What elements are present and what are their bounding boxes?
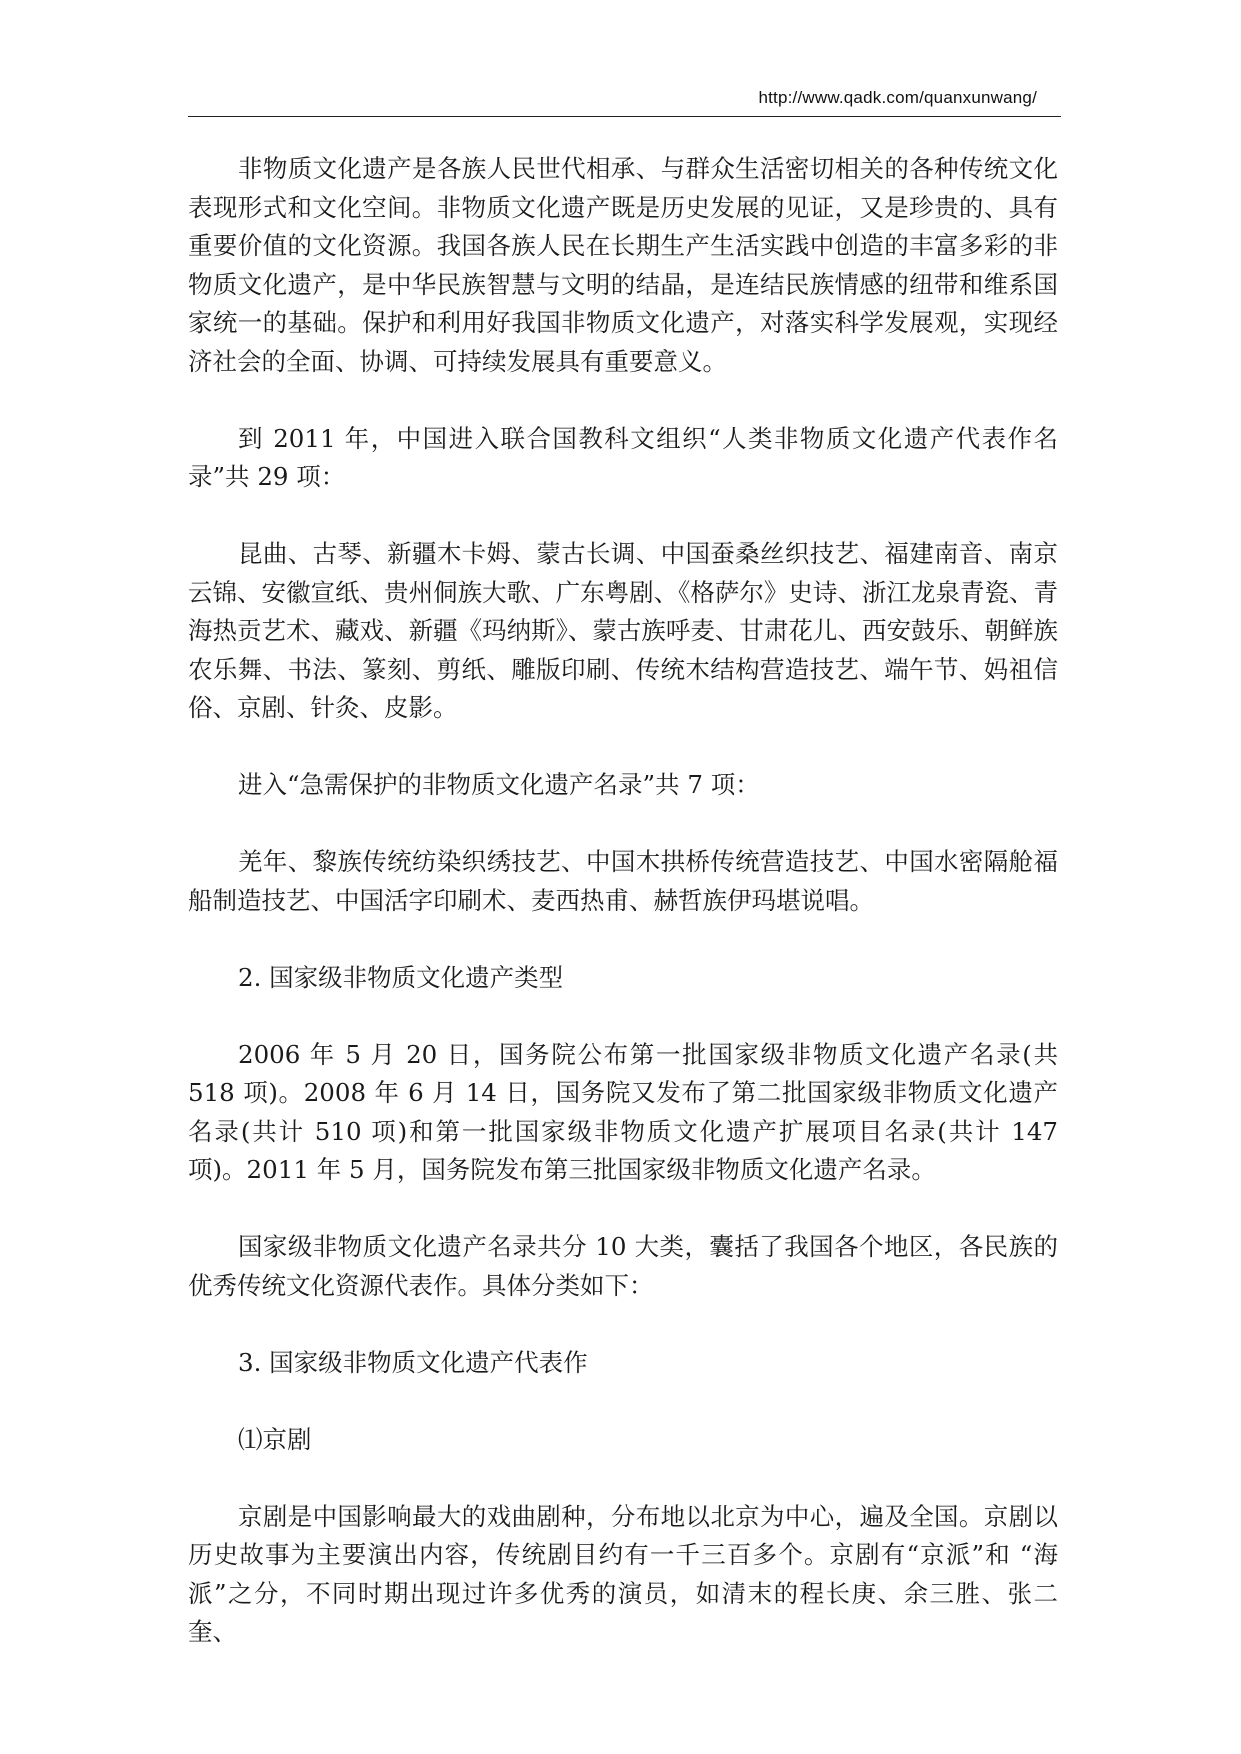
- paragraph-urgent-list: 羌年、黎族传统纺染织绣技艺、中国木拱桥传统营造技艺、中国水密隔舱福船制造技艺、中国活字印刷术、麦西热甫、赫哲族伊玛堪说唱。: [188, 847, 1058, 915]
- paragraph-national-lists: 2006 年 5 月 20 日，国务院公布第一批国家级非物质文化遗产名录(共 518 项)。2008 年 6 月 14 日，国务院又发布了第二批国家级非物质文化遗产名录(共计 510 项)和第一批国家级非物质文化遗产扩展项目名录(共计 147 项)。2011 年 5 月，国务院发布第三批国家级非物质文化遗产名录。: [188, 1039, 1058, 1184]
- section-heading-types: 2. 国家级非物质文化遗产类型: [238, 962, 564, 992]
- subheading-peking-opera: ⑴京剧: [238, 1424, 312, 1454]
- section-heading-representatives: 3. 国家级非物质文化遗产代表作: [238, 1347, 588, 1377]
- paragraph-peking-opera: 京剧是中国影响最大的戏曲剧种，分布地以北京为中心，遍及全国。京剧以历史故事为主要演出内容，传统剧目约有一千三百多个。京剧有“京派”和 “海派”之分，不同时期出现过许多优秀的演员，如清末的程长庚、余三胜、张二奎、: [188, 1501, 1058, 1646]
- paragraph-intro: 非物质文化遗产是各族人民世代相承、与群众生活密切相关的各种传统文化表现形式和文化空间。非物质文化遗产既是历史发展的见证，又是珍贵的、具有重要价值的文化资源。我国各族人民在长期生产生活实践中创造的丰富多彩的非物质文化遗产，是中华民族智慧与文明的结晶，是连结民族情感的纽带和维系国家统一的基础。保护和利用好我国非物质文化遗产，对落实科学发展观，实现经济社会的全面、协调、可持续发展具有重要意义。: [188, 154, 1058, 376]
- page-header: [188, 80, 1061, 117]
- document-body: [188, 150, 1058, 1652]
- paragraph-unesco-list: 昆曲、古琴、新疆木卡姆、蒙古长调、中国蚕桑丝织技艺、福建南音、南京云锦、安徽宣纸、贵州侗族大歌、广东粤剧、《格萨尔》史诗、浙江龙泉青瓷、青海热贡艺术、藏戏、新疆《玛纳斯》、蒙古族呼麦、甘肃花儿、西安鼓乐、朝鲜族农乐舞、书法、篆刻、剪纸、雕版印刷、传统木结构营造技艺、端午节、妈祖信俗、京剧、针灸、皮影。: [188, 539, 1058, 722]
- paragraph-unesco-count: 到 2011 年，中国进入联合国教科文组织“人类非物质文化遗产代表作名录”共 29 项：: [188, 423, 1058, 491]
- paragraph-urgent-count: 进入“急需保护的非物质文化遗产名录”共 7 项：: [238, 770, 760, 799]
- paragraph-categories: 国家级非物质文化遗产名录共分 10 大类，囊括了我国各个地区，各民族的优秀传统文化资源代表作。具体分类如下：: [188, 1232, 1058, 1300]
- header-url: http://www.qadk.com/quanxunwang/: [758, 88, 1037, 107]
